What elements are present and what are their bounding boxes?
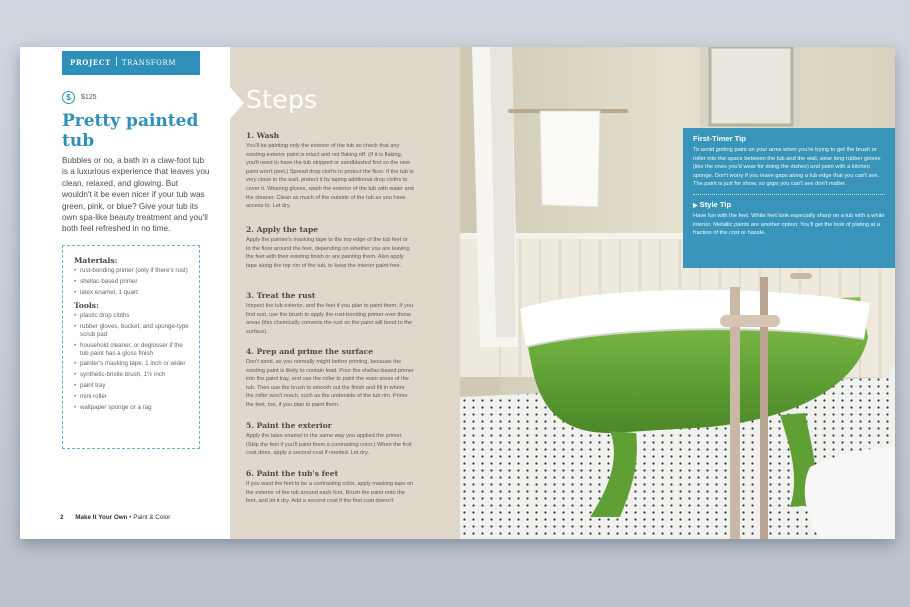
triangle-right-icon: ▶ [693, 202, 698, 209]
footer-separator: • [129, 514, 134, 521]
step-body: Apply the painter's masking tape to the top edge of the tub feet or to the floor around the feet, depending on whether you are leaving the feet with their existing finish or are painting them. Also apply tape along the top rim of the tub, to keep the interior paint-free. [246, 237, 410, 269]
bathroom-photo [460, 47, 895, 539]
project-sidebar [20, 47, 230, 539]
steps-arrow-icon [230, 87, 244, 119]
step-heading: 3. Treat the rust [246, 291, 316, 300]
step-4 [246, 347, 414, 410]
materials-box [62, 245, 200, 449]
step-body: Inspect the tub exterior, and the feet if you plan to paint them. If you find rust, use the brush to apply the rust-bonding primer over those areas (this chemically converts the rust so the paint will bond to the surface). [246, 303, 413, 335]
tools-list [74, 312, 190, 411]
project-section: TRANSFORM [121, 59, 177, 67]
page-footer [60, 514, 170, 521]
left-page [20, 47, 460, 539]
step-5 [246, 421, 414, 458]
step-body: You'll be painting only the exterior of the tub so check that any existing exterior paint is intact and not flaking off. (If it is flaking, you'll need to have the tub stripped or sandblasted first so the new paint won't peel.) Spread drop cloths to protect the floor. If the tub is very close to the wall, protect it by taping additional drop cloths to cover it. Wearing gloves, wash the exterior of the tub with water and the cleaner. Clean as much of the outside of the tub as you have access to. Let dry. [246, 143, 414, 210]
list-item: • household cleaner, or deglosser if the tub paint has a gloss finish [74, 342, 190, 358]
tips-panel [683, 128, 895, 268]
style-tip-heading-row [693, 200, 885, 209]
materials-list [74, 267, 190, 296]
first-timer-tip-body: To avoid getting paint on your arms when you're trying to get the brush or roller into the space between the tub and the wall, wear long rubber gloves (like the ones you'd wear for doing the dishes) and paint with a kitchen sponge. Don't worry if you leave gaps along a tub edge that you can't see. The paint is just for show, so gaps you can't see don't matter. [693, 147, 881, 188]
step-heading: 4. Prep and prime the surface [246, 347, 374, 356]
style-tip-heading: Style Tip [699, 199, 732, 209]
project-title: Pretty painted tub [62, 111, 199, 151]
list-item: • wallpaper sponge or a rag [74, 404, 190, 412]
step-2 [246, 225, 414, 270]
page-number: 2 [60, 514, 64, 521]
step-1 [246, 131, 414, 211]
list-item: • painter's masking tape, 1 inch or wider [74, 360, 190, 368]
step-body: If you want the feet to be a contrasting color, apply masking tape on the exterior of the tub around each foot. Brush the paint onto the feet, and let it dry. Add a second coat if the first coat doesn't [246, 481, 414, 505]
dollar-circle-icon: $ [62, 91, 75, 104]
step-heading: 1. Wash [246, 131, 280, 140]
tools-heading: Tools: [74, 301, 99, 311]
book-title: Make It Your Own [75, 514, 128, 521]
price-value: $125 [81, 93, 97, 101]
steps-title: Steps [246, 85, 318, 114]
style-tip-body: Have fun with the feet. White feet look especially sharp on a tub with a white interior. Metallic paints are another option: You'll get the look of plating at a fraction of the cost or hassle. [693, 212, 885, 237]
magazine-spread [20, 47, 895, 539]
first-timer-tip-heading: First-Timer Tip [693, 134, 746, 143]
step-body: Apply the latex enamel in the same way you applied the primer. (Skip the feet if you'll paint them a contrasting color.) When the first coat dries, apply a second coat if needed. Let dry. [246, 433, 412, 457]
project-header-bar [62, 51, 200, 75]
materials-heading: Materials: [74, 256, 118, 265]
list-item: • synthetic-bristle brush, 1½ inch [74, 371, 190, 379]
step-heading: 6. Paint the tub's feet [246, 469, 339, 478]
list-item: • mini roller [74, 393, 190, 401]
step-heading: 2. Apply the tape [246, 225, 319, 234]
list-item: • shellac-based primer [74, 278, 190, 286]
step-6 [246, 469, 414, 506]
project-label: PROJECT [70, 58, 111, 67]
book-section: Paint & Color [133, 514, 171, 521]
header-divider [116, 57, 117, 66]
list-item: • rubber gloves, bucket, and sponge-type scrub pad [74, 323, 190, 339]
step-3 [246, 291, 414, 336]
tips-divider [693, 194, 885, 195]
steps-column [230, 47, 460, 539]
price-row [62, 90, 97, 104]
step-heading: 5. Paint the exterior [246, 421, 332, 430]
list-item: • plastic drop cloths [74, 312, 190, 320]
right-page [460, 47, 895, 539]
list-item: • latex enamel, 1 quart [74, 289, 190, 297]
intro-paragraph: Bubbles or no, a bath in a claw-foot tub is a luxurious experience that leaves you clean, relaxed, and glowing. But wouldn't it be even nicer if your tub was green, pink, or blue? Give your tub its own spa-like beauty treatment and you'll both feel refreshed in no time. [62, 156, 210, 234]
step-body: Don't sand, as you normally might before priming, because the existing paint is likely to contain lead. Pour the shellac-based primer into the paint tray, and use the roller to paint the main areas of the tub. Then use the brush to smooth out the finish and fill in where the roller won't reach, such as the underside of the tub rim. Prime the feet, too, if you plan to paint them. [246, 359, 414, 408]
list-item: • paint tray [74, 382, 190, 390]
list-item: • rust-bonding primer (only if there's rust) [74, 267, 190, 275]
